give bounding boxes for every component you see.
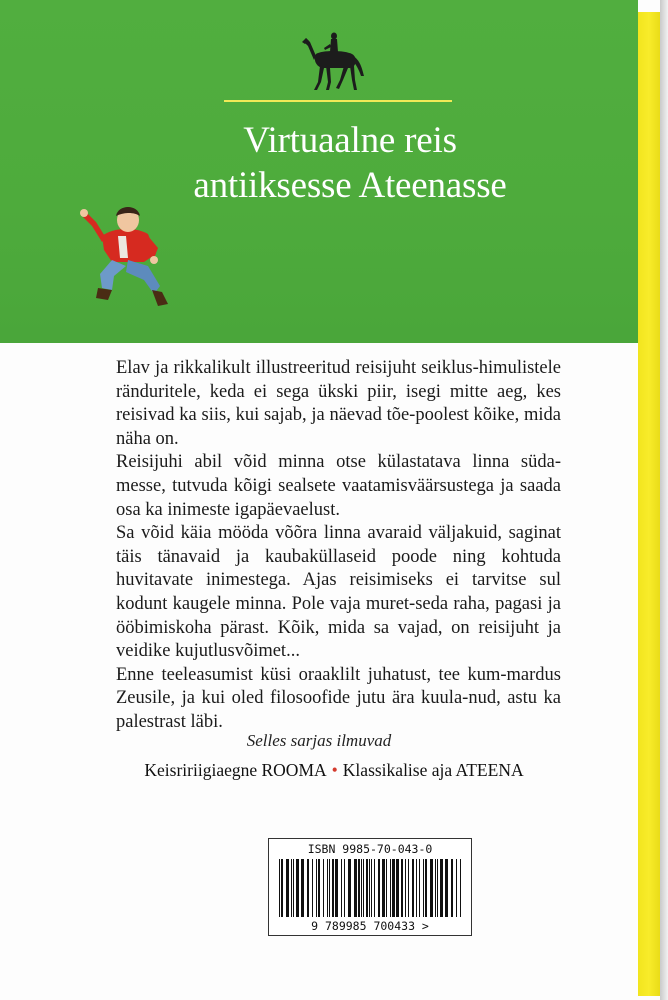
title-rule xyxy=(224,100,452,102)
blurb-paragraph-3: Sa võid käia mööda võõra linna avaraid väljakuid, saginat täis tänavaid ja kaubaküllaseid poode ning kohtuda huvitavate inimestega. Ajas reisimiseks ei tarvitse sul kodunt kaugele minna. Pole vaja muret-seda raha, pagasi ja ööbimiskoha pärast. Kõik, mida sa vajad, on reisijuht ja veidike kujutlusvõimet... xyxy=(116,523,561,662)
barcode-bar xyxy=(301,859,304,917)
barcode-bar xyxy=(416,859,417,917)
barcode-bar xyxy=(430,859,433,917)
barcode-bar xyxy=(456,859,457,917)
barcode-bar xyxy=(335,859,338,917)
series-separator-dot: • xyxy=(331,760,338,780)
barcode-bar xyxy=(363,859,364,917)
barcode-bar xyxy=(366,859,368,917)
green-header-panel xyxy=(0,0,638,343)
barcode-bar xyxy=(291,859,292,917)
barcode-bar xyxy=(307,859,309,917)
barcode-bar xyxy=(419,859,420,917)
barcode-bar xyxy=(392,859,395,917)
barcode-bar xyxy=(296,859,299,917)
blurb-text xyxy=(116,357,561,735)
barcode-bar xyxy=(323,859,324,917)
barcode-bar xyxy=(382,859,385,917)
barcode-bar xyxy=(358,859,360,917)
title-line-1: Virtuaalne reis xyxy=(243,120,457,161)
blurb-paragraph-1: Elav ja rikkalikult illustreeritud reisijuht seiklus-himulistele ränduritele, keda ei sega ükski piir, isegi mitte aeg, kes reisivad ka siis, kui sajab, ja näevad tõe-poolest kõike, mida näha on. xyxy=(116,358,561,449)
barcode-bar xyxy=(437,859,438,917)
barcode-bar xyxy=(341,859,342,917)
barcode-bar xyxy=(435,859,436,917)
barcode-bar xyxy=(371,859,372,917)
barcode-bar xyxy=(451,859,453,917)
jumping-boy-illustration xyxy=(78,196,178,312)
yellow-spine-strip xyxy=(638,12,660,996)
barcode-bar xyxy=(316,859,317,917)
barcode-bar xyxy=(374,859,375,917)
title-line-2: antiiksesse Ateenasse xyxy=(193,165,507,206)
barcode-bar xyxy=(401,859,403,917)
barcode-bar xyxy=(312,859,313,917)
barcode-bars xyxy=(277,859,463,917)
barcode-bar xyxy=(344,859,345,917)
barcode-bar xyxy=(460,859,461,917)
barcode-bar xyxy=(279,859,280,917)
barcode-bar xyxy=(396,859,399,917)
barcode-bar xyxy=(390,859,391,917)
barcode-bar xyxy=(369,859,370,917)
barcode-bar xyxy=(354,859,357,917)
barcode-bar xyxy=(332,859,334,917)
barcode-bar xyxy=(348,859,351,917)
barcode-bar xyxy=(293,859,294,917)
isbn-number: ISBN 9985-70-043-0 xyxy=(307,842,433,856)
barcode-digits: 9 789985 700433 > xyxy=(311,919,429,933)
isbn-barcode xyxy=(268,838,472,936)
barcode-bar xyxy=(408,859,409,917)
barcode-bar xyxy=(445,859,448,917)
spine-edge xyxy=(660,0,668,1000)
series-titles xyxy=(0,760,668,781)
cover-title xyxy=(120,118,580,208)
blurb-paragraph-2: Reisijuhi abil võid minna otse külastatava linna süda-messe, tutvuda kõigi sealsete vaatamisväärsustega ja saada osa ka inimeste igapäevaelust. xyxy=(116,452,561,520)
barcode-bar xyxy=(286,859,289,917)
barcode-bar xyxy=(329,859,330,917)
horse-rider-icon xyxy=(300,30,366,92)
barcode-bar xyxy=(386,859,387,917)
barcode-bar xyxy=(440,859,443,917)
barcode-bar xyxy=(425,859,427,917)
barcode-bar xyxy=(327,859,328,917)
series-book-2: Klassikalise aja ATEENA xyxy=(342,760,524,780)
barcode-bar xyxy=(361,859,362,917)
blurb-paragraph-4: Enne teeleasumist küsi oraaklilt juhatust, tee kum-mardus Zeusile, ja kui oled filosoofide jutu ära kuula-nud, astu ka palestrast läbi. xyxy=(116,664,561,732)
barcode-bar xyxy=(412,859,414,917)
barcode-bar xyxy=(405,859,406,917)
series-label: Selles sarjas ilmuvad xyxy=(246,731,392,750)
barcode-bar xyxy=(281,859,283,917)
barcode-bar xyxy=(423,859,424,917)
barcode-bar xyxy=(318,859,320,917)
barcode-bar xyxy=(378,859,380,917)
series-book-1: Keisririigiaegne ROOMA xyxy=(144,760,327,780)
